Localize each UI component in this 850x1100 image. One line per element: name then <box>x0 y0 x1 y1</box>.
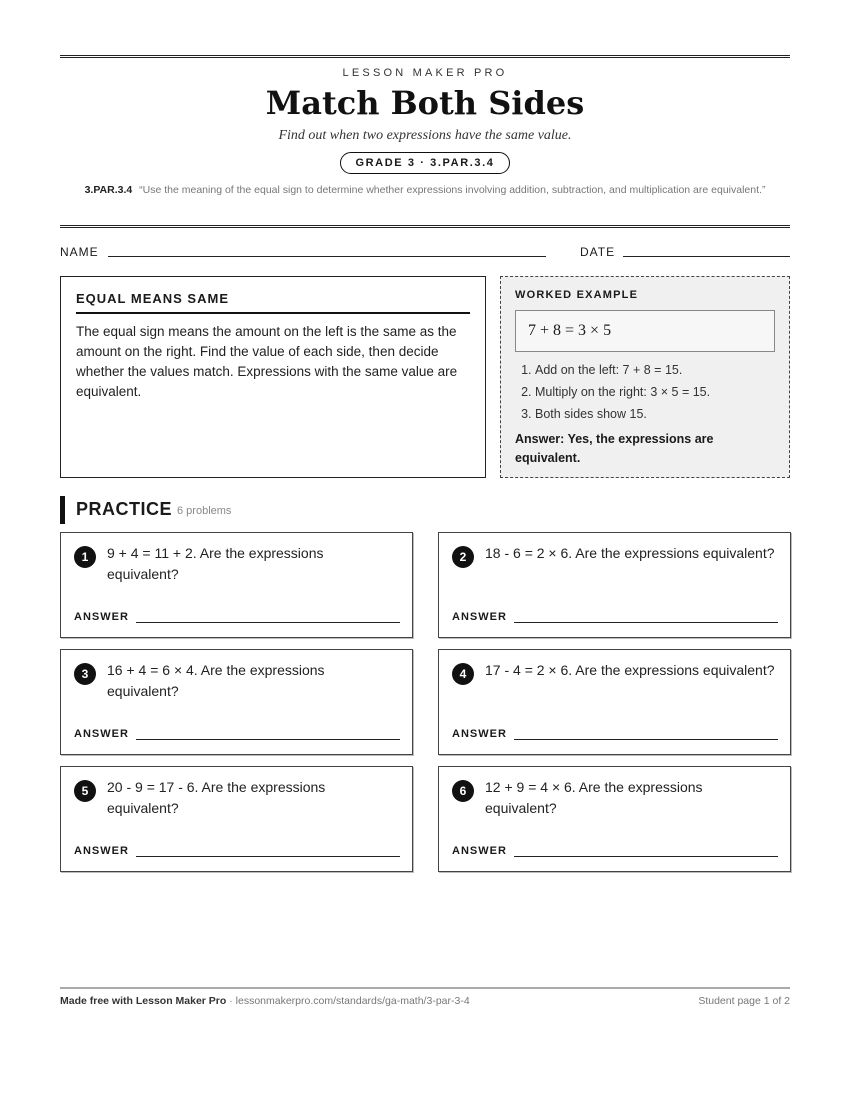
answer-label: ANSWER <box>452 728 507 740</box>
answer-label: ANSWER <box>74 611 129 623</box>
header-bottom-rule <box>60 225 790 228</box>
problem-number: 4 <box>452 663 474 685</box>
problem-card <box>438 766 791 872</box>
header-top-rule <box>60 55 790 58</box>
answer-field[interactable] <box>136 622 400 623</box>
concept-heading: EQUAL MEANS SAME <box>76 291 470 314</box>
standard-text: “Use the meaning of the equal sign to determine whether expressions involving addition, subtraction, and multiplication are equivalent.” <box>139 184 766 196</box>
standard-code: 3.PAR.3.4 <box>84 184 133 196</box>
date-label: DATE <box>580 245 616 259</box>
example-answer: Answer: Yes, the expressions are equivalent. <box>515 432 714 465</box>
example-step: 2. Multiply on the right: 3 × 5 = 15. <box>535 381 775 403</box>
answer-field[interactable] <box>136 739 400 740</box>
page-subtitle: Find out when two expressions have the same value. <box>278 128 572 143</box>
concept-body: The equal sign means the amount on the left is the same as the amount on the right. Find the value of each side, then decide whether the values match. Expressions with the same value are equivalent. <box>76 324 458 399</box>
example-steps <box>515 359 775 425</box>
brand-name: LESSON MAKER PRO <box>342 67 508 79</box>
page-title: Match Both Sides <box>265 84 585 122</box>
problem-card <box>438 649 791 755</box>
problem-text: 20 - 9 = 17 - 6. Are the expressions equivalent? <box>107 779 326 816</box>
problem-number: 1 <box>74 546 96 568</box>
practice-count: 6 problems <box>177 505 232 517</box>
problem-number: 2 <box>452 546 474 568</box>
practice-accent-bar <box>60 496 65 524</box>
answer-field[interactable] <box>514 622 778 623</box>
problem-number: 6 <box>452 780 474 802</box>
problem-text: 12 + 9 = 4 × 6. Are the expressions equivalent? <box>485 779 703 816</box>
problem-card <box>60 649 413 755</box>
answer-field[interactable] <box>514 856 778 857</box>
answer-field[interactable] <box>514 739 778 740</box>
problem-text: 9 + 4 = 11 + 2. Are the expressions equivalent? <box>107 545 324 582</box>
date-field[interactable] <box>623 256 790 257</box>
example-step: 1. Add on the left: 7 + 8 = 15. <box>535 359 775 381</box>
footer-url[interactable]: · lessonmakerpro.com/standards/ga-math/3-par-3-4 <box>226 995 470 1007</box>
grade-badge: GRADE 3 · 3.PAR.3.4 <box>340 152 509 174</box>
example-step: 3. Both sides show 15. <box>535 403 775 425</box>
problem-text: 17 - 4 = 2 × 6. Are the expressions equivalent? <box>485 662 775 678</box>
name-label: NAME <box>60 245 99 259</box>
practice-heading: PRACTICE <box>76 499 173 519</box>
answer-label: ANSWER <box>452 845 507 857</box>
name-date-row <box>60 245 790 259</box>
worked-example-box <box>500 276 790 478</box>
footer <box>60 995 790 1007</box>
worked-example-heading: WORKED EXAMPLE <box>515 289 639 301</box>
problem-card <box>60 532 413 638</box>
name-field[interactable] <box>108 256 546 257</box>
footer-rule <box>60 987 790 989</box>
standard-description <box>80 182 770 198</box>
concept-box <box>60 276 486 478</box>
problem-card <box>60 766 413 872</box>
problem-number: 3 <box>74 663 96 685</box>
answer-label: ANSWER <box>452 611 507 623</box>
footer-made-with: Made free with Lesson Maker Pro <box>60 995 227 1007</box>
answer-field[interactable] <box>136 856 400 857</box>
problem-text: 18 - 6 = 2 × 6. Are the expressions equivalent? <box>485 545 775 561</box>
example-equation: 7 + 8 = 3 × 5 <box>515 310 775 352</box>
problem-number: 5 <box>74 780 96 802</box>
answer-label: ANSWER <box>74 845 129 857</box>
problem-card <box>438 532 791 638</box>
answer-label: ANSWER <box>74 728 129 740</box>
footer-page-number: Student page 1 of 2 <box>698 995 790 1007</box>
problem-text: 16 + 4 = 6 × 4. Are the expressions equivalent? <box>107 662 325 699</box>
